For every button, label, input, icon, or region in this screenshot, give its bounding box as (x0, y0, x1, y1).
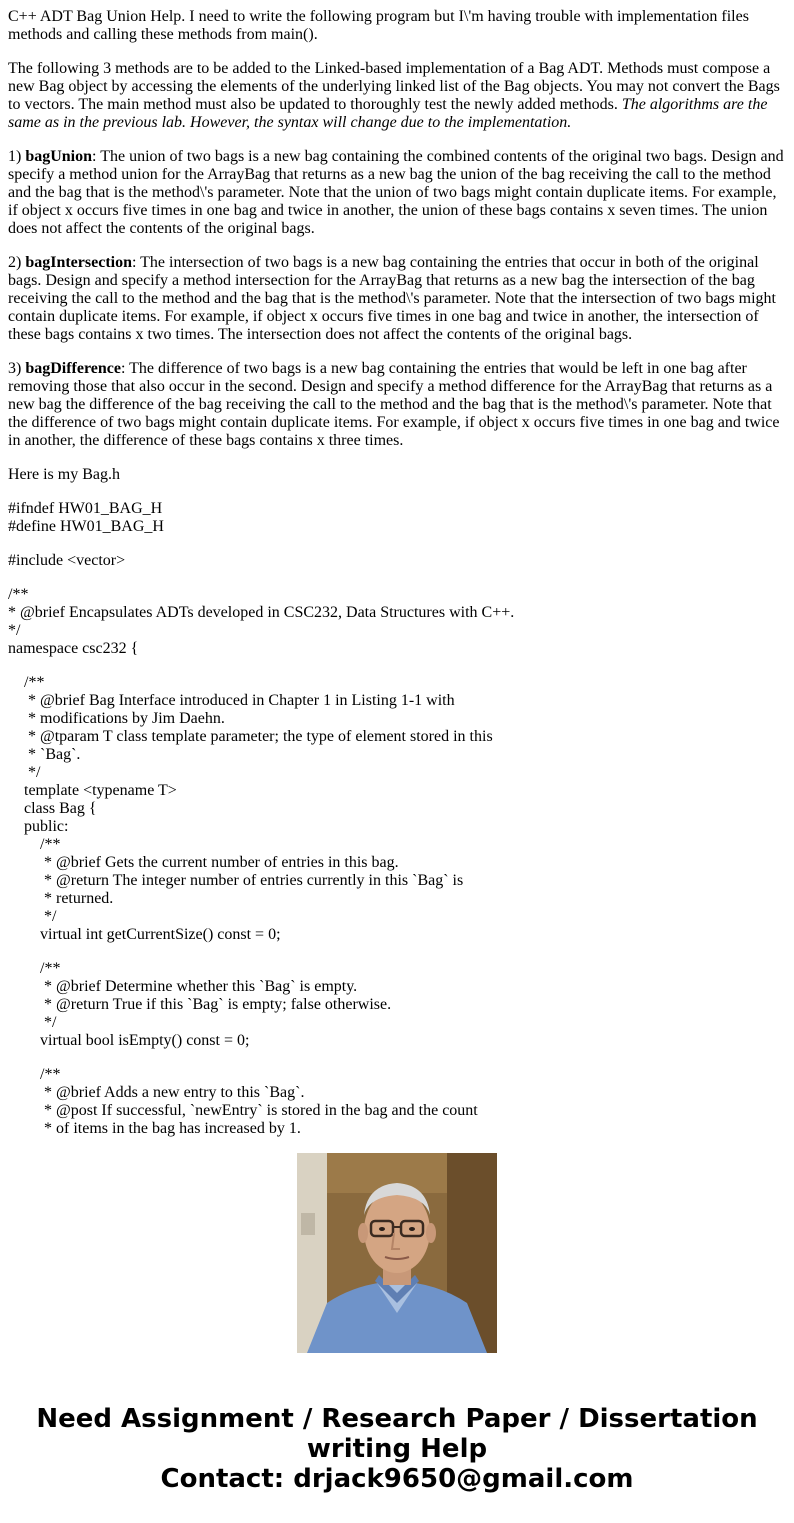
item-number: 1) (8, 148, 26, 165)
method-text: : The union of two bags is a new bag containing the combined contents of the original two bags. Design and specify a method union for the ArrayBag that returns as a new bag the union of the bag receiving the call to the method and the bag that is the method\'s parameter. Note that the union of two bags might contain duplicate items. For example, if object x occurs five times in one bag and twice in another, the union of these bags contains x seven times. The union does not affect the contents of the original bags. (8, 148, 784, 237)
method-term: bagUnion (25, 148, 93, 165)
method-term: bagDifference (25, 360, 121, 377)
method-union-description (8, 148, 786, 238)
code-add: /** * @brief Adds a new entry to this `Bag`. * @post If successful, `newEntry` is stored in the bag and the count * of items in the bag has increased by 1. (40, 1066, 478, 1137)
avatar (297, 1153, 497, 1353)
code-include: #include <vector> (8, 552, 126, 569)
code-isempty: /** * @brief Determine whether this `Bag` is empty. * @return True if this `Bag` is empty; false otherwise. */ virtual bool isEmpty() const = 0; (40, 960, 392, 1049)
code-class-declaration: /** * @brief Bag Interface introduced in Chapter 1 in Listing 1-1 with * modifications by Jim Daehn. * @tparam T class template parameter; the type of element stored in this * `Bag`. */ template <typename T> class Bag { public: /** * @brief Gets the current number of entries in this bag. * @return The integer number of entries currently in this `Bag` is * returned. */ virtual int getCurrentSize() const = 0; (24, 674, 493, 943)
method-text: : The difference of two bags is a new bag containing the entries that would be left in one bag after removing those that also occur in the second. Design and specify a method difference for the ArrayBag that returns as a new bag the difference of the bag receiving the call to the method and the bag that is the method\'s parameter. Note that the difference of two bags might contain duplicate items. For example, if object x occurs five times in one bag and twice in another, the difference of these bags contains x three times. (8, 360, 780, 449)
contact-banner (0, 1404, 794, 1494)
intro-main-text: The following 3 methods are to be added to the Linked-based implementation of a Bag ADT. Methods must compose a new Bag object by accessing the elements of the underlying linked list of the Bag objects. You may not convert the Bags to vectors. The main method must also be updated to thoroughly test the newly added methods. (8, 60, 780, 113)
intro-italic-text: The algorithms are the same as in the previous lab. However, the syntax will change due to the implementation. (8, 96, 768, 131)
question-text (8, 8, 786, 1137)
person-portrait-icon (297, 1153, 497, 1353)
method-term: bagIntersection (25, 254, 132, 271)
code-namespace: /** * @brief Encapsulates ADTs developed in CSC232, Data Structures with C++. */ namespace csc232 { (8, 586, 515, 657)
item-number: 2) (8, 254, 26, 271)
banner-contact-line: Contact: drjack9650@gmail.com (160, 1464, 634, 1494)
method-text: : The intersection of two bags is a new bag containing the entries that occur in both of the original bags. Design and specify a method intersection for the ArrayBag that returns as a new bag the intersection of the bag receiving the call to the method and the bag that is the method\'s parameter. Note that the intersection of two bags might contain duplicate items. For example, if object x occurs five times in one bag and twice in another, the intersection of these bags contains x two times. The intersection does not affect the contents of the original bags. (8, 254, 776, 343)
method-difference-description (8, 360, 786, 450)
item-number: 3) (8, 360, 26, 377)
method-intersection-description (8, 254, 786, 344)
here-is-label: Here is my Bag.h (8, 466, 120, 483)
question-title: C++ ADT Bag Union Help. I need to write the following program but I\'m having trouble with implementation files methods and calling these methods from main(). (8, 8, 749, 43)
code-include-guard: #ifndef HW01_BAG_H #define HW01_BAG_H (8, 500, 164, 535)
banner-line-1: Need Assignment / Research Paper / Dissertation (36, 1404, 758, 1434)
question-intro (8, 60, 786, 132)
banner-line-2: writing Help (306, 1434, 488, 1464)
